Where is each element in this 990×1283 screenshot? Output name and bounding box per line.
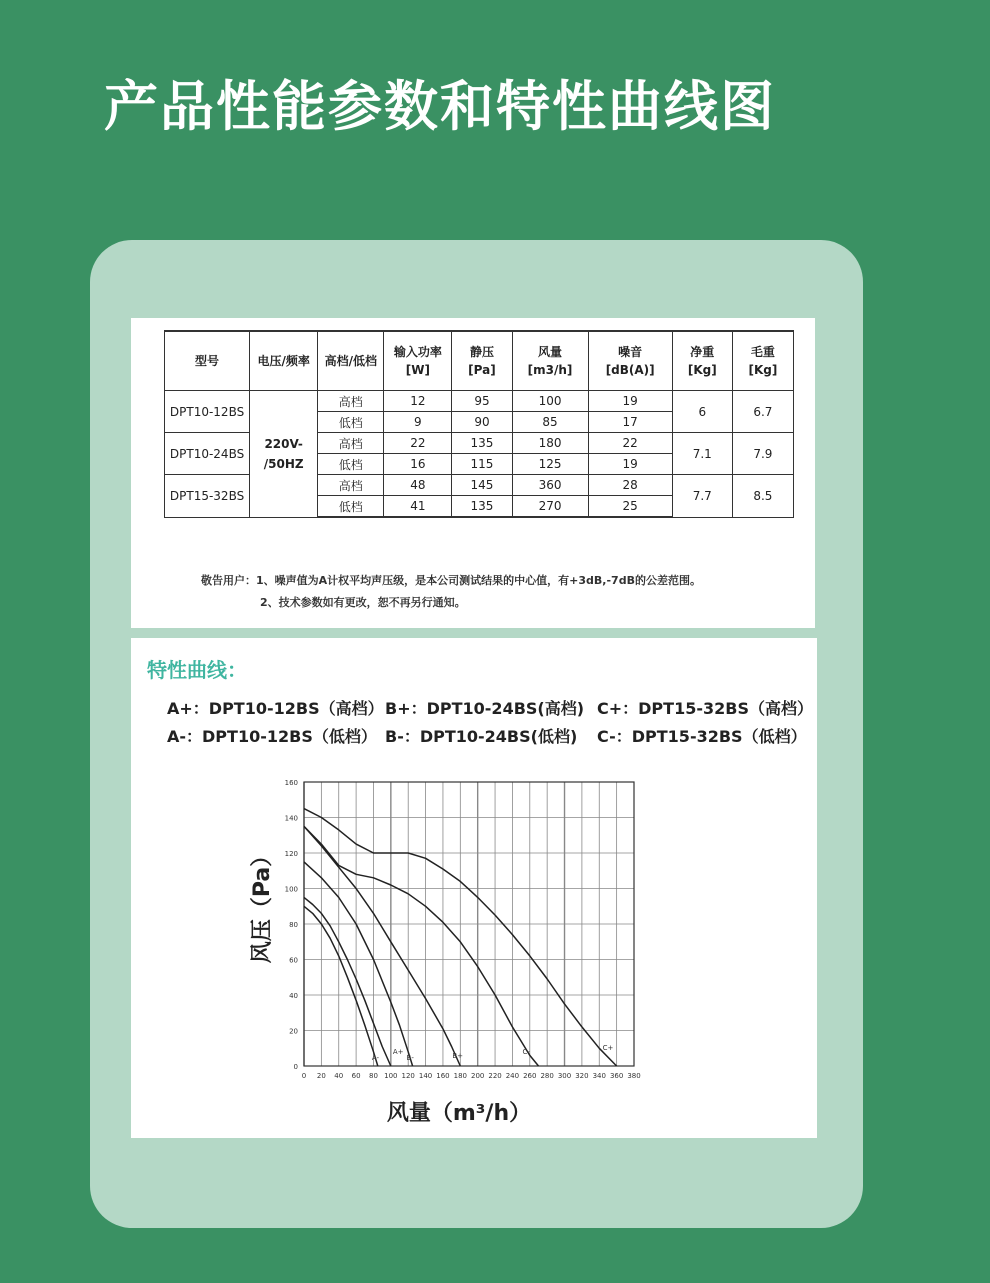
x-tick-label: 320	[575, 1072, 589, 1080]
noise-cell: 28	[588, 475, 672, 496]
model-cell: DPT10-12BS	[165, 391, 250, 433]
x-tick-label: 380	[627, 1072, 641, 1080]
level-cell: 低档	[318, 412, 384, 433]
series-line-A-minus	[304, 906, 378, 1066]
noise-cell: 19	[588, 391, 672, 412]
x-tick-label: 140	[418, 1072, 433, 1080]
flow-cell: 85	[512, 412, 588, 433]
noise-cell: 17	[588, 412, 672, 433]
flow-cell: 180	[512, 433, 588, 454]
x-tick-label: 240	[505, 1072, 520, 1080]
pressure-cell: 90	[452, 412, 512, 433]
pressure-cell: 95	[452, 391, 512, 412]
x-tick-label: 200	[470, 1072, 485, 1080]
power-cell: 16	[384, 454, 452, 475]
curve-label: C-	[522, 1048, 530, 1056]
flow-cell: 125	[512, 454, 588, 475]
level-cell: 高档	[318, 475, 384, 496]
noise-cell: 19	[588, 454, 672, 475]
gross-weight-cell: 6.7	[732, 391, 793, 433]
table-header-cell: 电压/频率	[250, 331, 318, 391]
table-header-cell: 输入功率 [W]	[384, 331, 452, 391]
pressure-cell: 145	[452, 475, 512, 496]
legend-b-plus: B+：DPT10-24BS(高档)	[385, 699, 585, 718]
x-tick-label: 260	[523, 1072, 537, 1080]
level-cell: 低档	[318, 496, 384, 518]
y-tick-label: 20	[289, 1027, 298, 1036]
net-weight-cell: 7.1	[672, 433, 732, 475]
x-axis-label: 风量（m³/h）	[386, 1101, 532, 1126]
curve-label: A-	[371, 1054, 379, 1062]
power-cell: 48	[384, 475, 452, 496]
curve-label: B+	[452, 1052, 463, 1060]
x-tick-label: 40	[334, 1072, 344, 1080]
power-cell: 12	[384, 391, 452, 412]
table-header-cell: 噪音 [dB(A)]	[588, 331, 672, 391]
curve-label: B-	[406, 1054, 414, 1062]
x-tick-label: 180	[453, 1072, 468, 1080]
table-header-cell: 净重 [Kg]	[672, 331, 732, 391]
legend-c-plus: C+：DPT15-32BS（高档）	[597, 699, 813, 718]
table-row	[165, 391, 794, 412]
y-tick-label: 120	[284, 850, 298, 858]
legend-a-plus: A+：DPT10-12BS（高档）	[167, 699, 384, 718]
table-header-cell: 型号	[165, 331, 250, 391]
legend-b-minus: B-：DPT10-24BS(低档)	[385, 727, 578, 746]
y-axis-label: 风压（Pa）	[250, 844, 275, 964]
table-header-cell: 风量 [m3/h]	[512, 331, 588, 391]
net-weight-cell: 6	[672, 391, 732, 433]
power-cell: 9	[384, 412, 452, 433]
gross-weight-cell: 7.9	[732, 433, 793, 475]
pressure-cell: 135	[452, 496, 512, 518]
x-tick-label: 120	[401, 1072, 415, 1080]
level-cell: 高档	[318, 433, 384, 454]
x-tick-label: 340	[592, 1072, 606, 1080]
power-cell: 41	[384, 496, 452, 518]
y-tick-label: 80	[289, 921, 298, 929]
x-tick-label: 0	[301, 1072, 307, 1080]
x-tick-label: 280	[540, 1072, 554, 1080]
model-cell: DPT10-24BS	[165, 433, 250, 475]
page-title: 产品性能参数和特性曲线图	[104, 75, 776, 138]
noise-cell: 25	[588, 496, 672, 518]
pressure-cell: 135	[452, 433, 512, 454]
x-tick-label: 80	[369, 1072, 378, 1080]
model-cell: DPT15-32BS	[165, 475, 250, 518]
y-tick-label: 60	[289, 956, 298, 965]
level-cell: 低档	[318, 454, 384, 475]
flow-cell: 270	[512, 496, 588, 518]
series-line-C-minus	[304, 826, 539, 1066]
table-header-cell: 毛重 [Kg]	[732, 331, 793, 391]
x-tick-label: 20	[316, 1072, 326, 1080]
net-weight-cell: 7.7	[672, 475, 732, 518]
flow-cell: 360	[512, 475, 588, 496]
y-tick-label: 0	[293, 1063, 298, 1071]
y-tick-label: 140	[284, 814, 298, 823]
voltage-cell: 220V- /50HZ	[250, 391, 318, 518]
x-tick-label: 300	[557, 1072, 572, 1080]
flow-cell: 100	[512, 391, 588, 412]
level-cell: 高档	[318, 391, 384, 412]
x-tick-label: 100	[384, 1072, 398, 1080]
x-tick-label: 220	[488, 1072, 502, 1080]
legend-c-minus: C-：DPT15-32BS（低档）	[597, 727, 807, 746]
spec-panel	[131, 318, 815, 628]
gross-weight-cell: 8.5	[732, 475, 793, 518]
table-header-cell: 高档/低档	[318, 331, 384, 391]
performance-curve-chart	[131, 638, 817, 1138]
noise-cell: 22	[588, 433, 672, 454]
x-tick-label: 160	[436, 1072, 450, 1080]
note-2: 2、技术参数如有更改，恕不再另行通知。	[260, 596, 466, 609]
y-tick-label: 100	[284, 885, 298, 894]
legend-a-minus: A-：DPT10-12BS（低档）	[167, 727, 377, 746]
pressure-cell: 115	[452, 454, 512, 475]
x-tick-label: 360	[609, 1072, 624, 1080]
x-tick-label: 60	[351, 1072, 361, 1080]
curve-panel	[131, 638, 817, 1138]
spec-table	[164, 330, 794, 518]
series-line-B-plus	[304, 826, 460, 1066]
y-tick-label: 40	[289, 992, 298, 1000]
curve-label: C+	[602, 1044, 614, 1052]
curve-heading: 特性曲线：	[147, 658, 247, 682]
curve-label: A+	[392, 1048, 404, 1056]
series-line-A-plus	[304, 897, 391, 1066]
table-header-cell: 静压 [Pa]	[452, 331, 512, 391]
note-1: 敬告用户：1、噪声值为A计权平均声压级，是本公司测试结果的中心值，有+3dB,-7dB的公差范围。	[201, 574, 701, 587]
power-cell: 22	[384, 433, 452, 454]
y-tick-label: 160	[284, 779, 298, 787]
